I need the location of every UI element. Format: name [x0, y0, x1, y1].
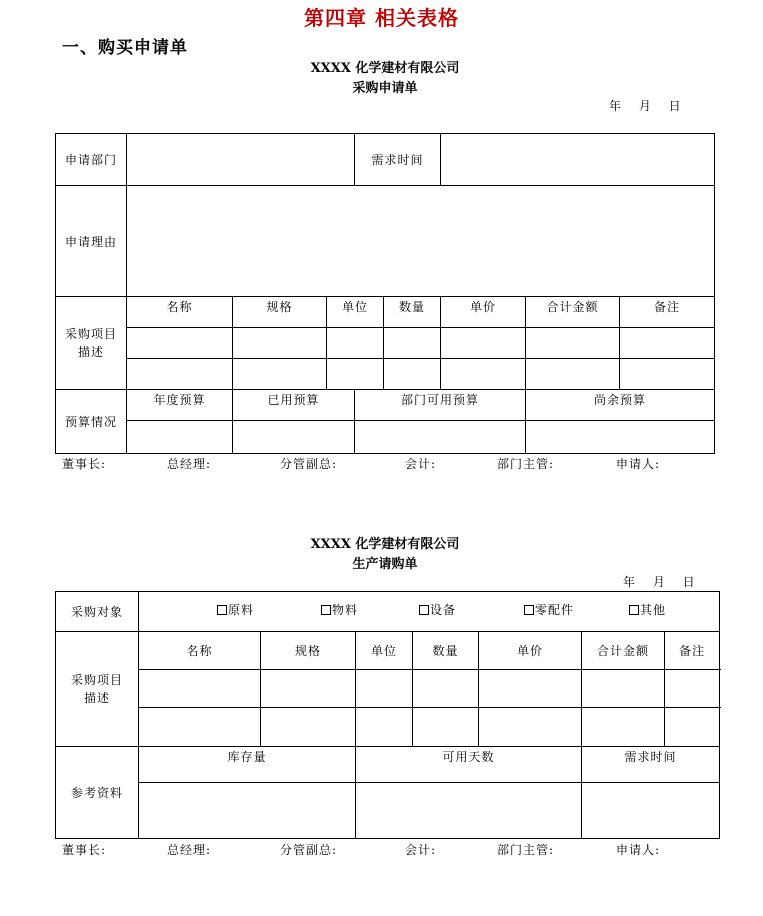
item-cell[interactable] [356, 670, 413, 708]
item-cell[interactable] [479, 708, 582, 747]
production-request-form [55, 591, 720, 839]
items-label-text: 采购项目描述 [70, 673, 123, 705]
item-cell[interactable] [127, 359, 233, 390]
option-label: 设备 [430, 603, 457, 617]
sign-applicant: 申请人: [616, 843, 661, 857]
item-cell[interactable] [127, 328, 233, 359]
item-cell[interactable] [665, 708, 720, 747]
dept-label: 申请部门 [56, 134, 127, 186]
item-cell[interactable] [441, 359, 526, 390]
reason-field[interactable] [127, 186, 715, 297]
item-cell[interactable] [384, 359, 441, 390]
sign-accountant: 会计: [405, 843, 437, 857]
sign-dept-head: 部门主管: [497, 843, 555, 857]
col-need-time: 需求时间 [582, 747, 720, 783]
ref-cell[interactable] [582, 783, 720, 839]
col-available-budget: 部门可用预算 [355, 390, 526, 421]
item-cell[interactable] [582, 670, 665, 708]
ref-cell[interactable] [139, 783, 356, 839]
item-cell[interactable] [139, 670, 261, 708]
option-materials[interactable] [321, 601, 358, 618]
col-name: 名称 [139, 632, 261, 670]
ref-cell[interactable] [356, 783, 582, 839]
checkbox-icon[interactable] [524, 605, 534, 615]
item-cell[interactable] [620, 359, 715, 390]
col-unit: 单位 [356, 632, 413, 670]
sign-accountant: 会计: [405, 457, 437, 471]
col-remark: 备注 [665, 632, 720, 670]
col-price: 单价 [479, 632, 582, 670]
budget-cell[interactable] [355, 421, 526, 454]
option-label: 物料 [332, 603, 359, 617]
items-label [56, 297, 127, 390]
col-used-budget: 已用预算 [233, 390, 355, 421]
form1-date: 年 月 日 [609, 99, 681, 113]
col-annual-budget: 年度预算 [127, 390, 233, 421]
option-other[interactable] [629, 601, 666, 618]
dept-field[interactable] [127, 134, 355, 186]
sign-deputy: 分管副总: [280, 457, 338, 471]
col-remark: 备注 [620, 297, 715, 328]
option-raw-material[interactable] [217, 601, 254, 618]
need-time-field[interactable] [441, 134, 715, 186]
item-cell[interactable] [327, 359, 384, 390]
col-available-days: 可用天数 [356, 747, 582, 783]
col-stock: 库存量 [139, 747, 356, 783]
item-cell[interactable] [582, 708, 665, 747]
sign-general-manager: 总经理: [167, 843, 212, 857]
col-total: 合计金额 [526, 297, 620, 328]
budget-cell[interactable] [127, 421, 233, 454]
item-cell[interactable] [384, 328, 441, 359]
item-cell[interactable] [526, 328, 620, 359]
purchase-request-form [55, 133, 715, 454]
reason-label: 申请理由 [56, 186, 127, 297]
option-label: 零配件 [535, 603, 575, 617]
form2-date: 年 月 日 [623, 575, 695, 589]
item-cell[interactable] [356, 708, 413, 747]
chapter-title: 第四章 相关表格 [304, 6, 459, 30]
checkbox-icon[interactable] [629, 605, 639, 615]
col-unit: 单位 [327, 297, 384, 328]
budget-cell[interactable] [526, 421, 715, 454]
sign-dept-head: 部门主管: [497, 457, 555, 471]
item-cell[interactable] [233, 328, 327, 359]
budget-label: 预算情况 [56, 390, 127, 454]
col-name: 名称 [127, 297, 233, 328]
col-spec: 规格 [261, 632, 356, 670]
sign-chairman: 董事长: [62, 457, 107, 471]
section-title: 一、购买申请单 [62, 38, 188, 58]
checkbox-icon[interactable] [217, 605, 227, 615]
form2-title: 生产请购单 [352, 557, 418, 572]
items-label-text: 采购项目描述 [64, 327, 117, 359]
col-spec: 规格 [233, 297, 327, 328]
item-cell[interactable] [327, 328, 384, 359]
checkbox-icon[interactable] [321, 605, 331, 615]
sign-chairman: 董事长: [62, 843, 107, 857]
col-total: 合计金额 [582, 632, 665, 670]
checkbox-icon[interactable] [419, 605, 429, 615]
ref-label: 参考资料 [56, 747, 139, 839]
item-cell[interactable] [139, 708, 261, 747]
item-cell[interactable] [479, 670, 582, 708]
col-price: 单价 [441, 297, 526, 328]
col-qty: 数量 [413, 632, 479, 670]
budget-cell[interactable] [233, 421, 355, 454]
item-cell[interactable] [261, 708, 356, 747]
form1-company-name: XXXX 化学建材有限公司 [310, 61, 460, 76]
col-remaining-budget: 尚余预算 [526, 390, 715, 421]
object-label: 采购对象 [56, 592, 139, 632]
sign-deputy: 分管副总: [280, 843, 338, 857]
sign-applicant: 申请人: [616, 457, 661, 471]
option-spare-parts[interactable] [524, 601, 574, 618]
item-cell[interactable] [413, 670, 479, 708]
item-cell[interactable] [261, 670, 356, 708]
item-cell[interactable] [233, 359, 327, 390]
need-time-label: 需求时间 [355, 134, 441, 186]
option-label: 其他 [640, 603, 667, 617]
object-options [139, 592, 720, 632]
form2-company-name: XXXX 化学建材有限公司 [310, 537, 460, 552]
item-cell[interactable] [526, 359, 620, 390]
item-cell[interactable] [665, 670, 720, 708]
item-cell[interactable] [620, 328, 715, 359]
col-qty: 数量 [384, 297, 441, 328]
item-cell[interactable] [441, 328, 526, 359]
items-label [56, 632, 139, 747]
option-equipment[interactable] [419, 601, 456, 618]
form1-title: 采购申请单 [352, 81, 418, 96]
item-cell[interactable] [413, 708, 479, 747]
sign-general-manager: 总经理: [167, 457, 212, 471]
option-label: 原料 [228, 603, 255, 617]
